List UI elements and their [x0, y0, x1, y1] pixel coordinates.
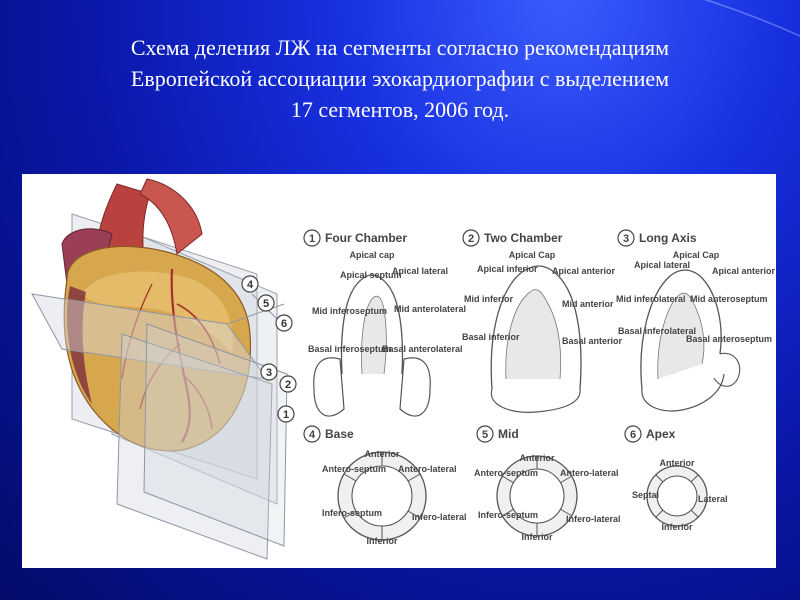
segment-label: Lateral [698, 494, 728, 504]
plane-marker-label: 5 [262, 298, 270, 310]
segment-label: Basal anteroseptum [686, 334, 773, 344]
view-number: 4 [308, 429, 316, 441]
plane-marker [258, 295, 274, 311]
heart-illustration [32, 179, 290, 559]
plane-marker-label: 3 [265, 367, 273, 379]
plane-marker [276, 315, 292, 331]
view-number: 2 [467, 233, 475, 245]
segment-label: Mid anteroseptum [690, 294, 768, 304]
segment-label: Apical lateral [634, 260, 691, 270]
la-outline [400, 358, 430, 416]
segment-label: Apical anterior [552, 266, 616, 276]
plane-marker-label: 2 [284, 379, 292, 391]
segment-label: Infero-septum [478, 510, 539, 520]
la-outline [491, 389, 580, 412]
ra-outline [314, 358, 344, 416]
segment-label: Basal inferoseptum [308, 344, 392, 354]
segment-label: Septal [632, 490, 660, 500]
view-mid [474, 426, 621, 542]
segment-label: Basal anterior [562, 336, 623, 346]
segment-label: Anterior [364, 449, 400, 459]
title-line-3: 17 сегментов, 2006 год. [290, 97, 510, 122]
plane-marker-label: 6 [280, 318, 288, 330]
title-line-2: Европейской ассоциации эхокардиографии с выделением [130, 66, 670, 91]
segment-label: Anterior [519, 453, 555, 463]
segment-label: Apical Cap [672, 250, 720, 260]
segment-label: Antero-septum [322, 464, 387, 474]
segment-label: Basal inferolateral [618, 326, 697, 336]
view-title: Mid [498, 427, 519, 441]
segment-label: Apical anterior [712, 266, 776, 276]
view-number: 3 [622, 233, 630, 245]
view-long-axis [616, 230, 776, 411]
view-number: 5 [481, 429, 489, 441]
segment-label: Infero-lateral [566, 514, 621, 524]
segment-label: Mid inferior [464, 294, 513, 304]
slide-title [40, 32, 760, 125]
segment-label: Antero-lateral [398, 464, 457, 474]
view-number: 1 [308, 233, 316, 245]
segment-label: Infero-septum [322, 508, 383, 518]
segment-label: Infero-lateral [412, 512, 467, 522]
segment-label: Mid inferoseptum [312, 306, 388, 316]
view-four-chamber [304, 230, 466, 416]
aortic-root [714, 353, 740, 386]
plane-marker [278, 406, 294, 422]
view-title: Base [325, 427, 354, 441]
segment-label: Mid anterior [562, 299, 614, 309]
plane-marker-label: 4 [246, 279, 254, 291]
plane-marker [242, 276, 258, 292]
segment-label: Apical cap [349, 250, 395, 260]
segment-label: Antero-septum [474, 468, 539, 478]
view-base [304, 426, 467, 546]
segment-label: Apical septum [340, 270, 402, 280]
view-title: Apex [646, 427, 676, 441]
segment-label: Inferior [661, 522, 693, 532]
plane-marker [261, 364, 277, 380]
la-outline [642, 374, 724, 411]
view-title: Two Chamber [484, 231, 563, 245]
segment-label: Inferior [366, 536, 398, 546]
segment-label: Inferior [521, 532, 553, 542]
view-title: Four Chamber [325, 231, 408, 245]
view-title: Long Axis [639, 231, 697, 245]
segment-label: Apical lateral [392, 266, 449, 276]
segment-diagram [22, 174, 776, 568]
segment-label: Antero-lateral [560, 468, 619, 478]
segment-label: Anterior [659, 458, 695, 468]
segment-label: Apical inferior [477, 264, 538, 274]
segment-label: Mid inferolateral [616, 294, 686, 304]
plane-marker [280, 376, 296, 392]
segment-label: Basal inferior [462, 332, 520, 342]
segment-figure [22, 174, 776, 568]
title-line-1: Схема деления ЛЖ на сегменты согласно рекомендациям [130, 35, 670, 60]
view-apex [625, 426, 728, 532]
view-two-chamber [462, 230, 623, 412]
segment-label: Apical Cap [508, 250, 556, 260]
segment-label: Mid anterolateral [394, 304, 467, 314]
view-number: 6 [629, 429, 637, 441]
plane-marker-label: 1 [282, 409, 290, 421]
segment-label: Basal anterolateral [382, 344, 463, 354]
